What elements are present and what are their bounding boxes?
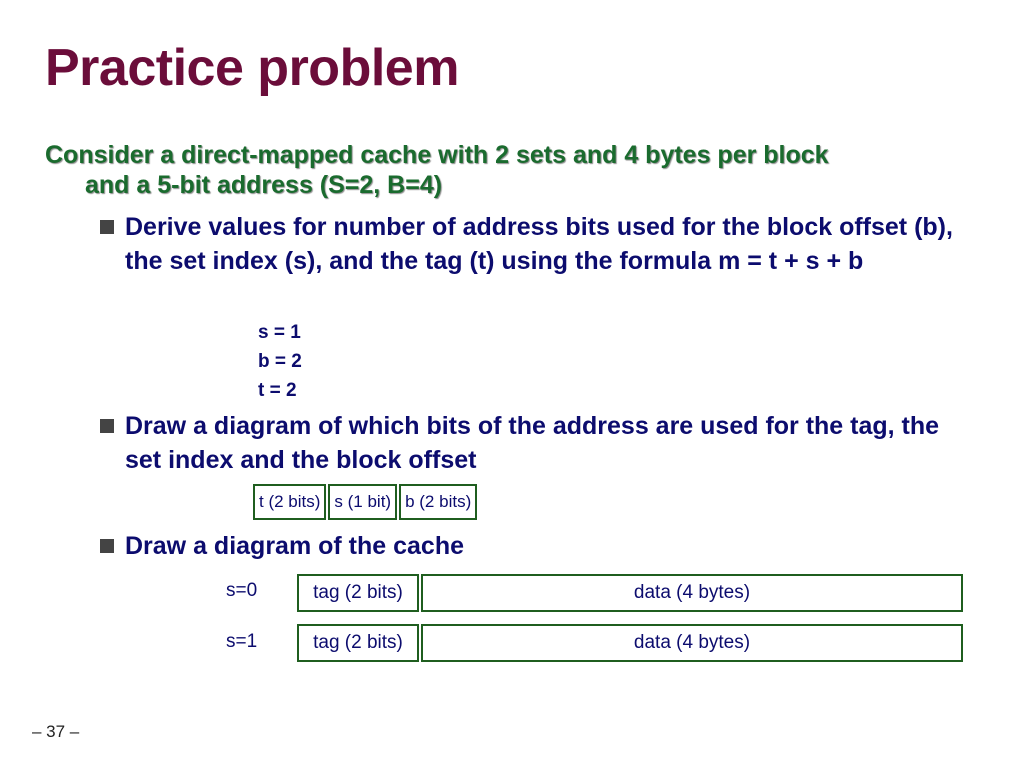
bullet-cache-diagram-text: Draw a diagram of the cache [125, 532, 465, 560]
square-bullet-icon [100, 539, 114, 553]
intro-text [45, 140, 985, 200]
cache-row-set-0 [297, 574, 963, 612]
cache-tag-cell: tag (2 bits) [297, 574, 419, 612]
cache-tag-cell: tag (2 bits) [297, 624, 419, 662]
bullet-cache-diagram [100, 529, 960, 563]
cache-set-0-label: s=0 [226, 580, 258, 601]
intro-line-1: Consider a direct-mapped cache with 2 sets and 4 bytes per block [45, 141, 829, 169]
answer-b: b = 2 [258, 351, 302, 372]
address-set-field: s (1 bit) [328, 484, 397, 520]
page-number: – 37 – [32, 722, 80, 741]
answer-t: t = 2 [258, 380, 297, 401]
cache-data-cell: data (4 bytes) [421, 574, 963, 612]
cache-set-1-label: s=1 [226, 631, 258, 652]
bullet-derive [100, 210, 960, 278]
address-offset-field: b (2 bits) [399, 484, 477, 520]
slide-title: Practice problem [45, 39, 459, 97]
address-bit-diagram [253, 484, 479, 520]
bullet-derive-text: Derive values for number of address bits used for the block offset (b), the set index (s), and the tag (t) using the formula m = t + s + b [125, 213, 953, 275]
bullet-address-diagram-text: Draw a diagram of which bits of the address are used for the tag, the set index and the block offset [125, 412, 940, 474]
cache-row-set-1 [297, 624, 963, 662]
answer-s: s = 1 [258, 322, 301, 343]
address-tag-field: t (2 bits) [253, 484, 326, 520]
cache-data-cell: data (4 bytes) [421, 624, 963, 662]
bullet-address-diagram [100, 409, 960, 477]
intro-line-2: and a 5-bit address (S=2, B=4) [85, 171, 443, 199]
square-bullet-icon [100, 220, 114, 234]
square-bullet-icon [100, 419, 114, 433]
